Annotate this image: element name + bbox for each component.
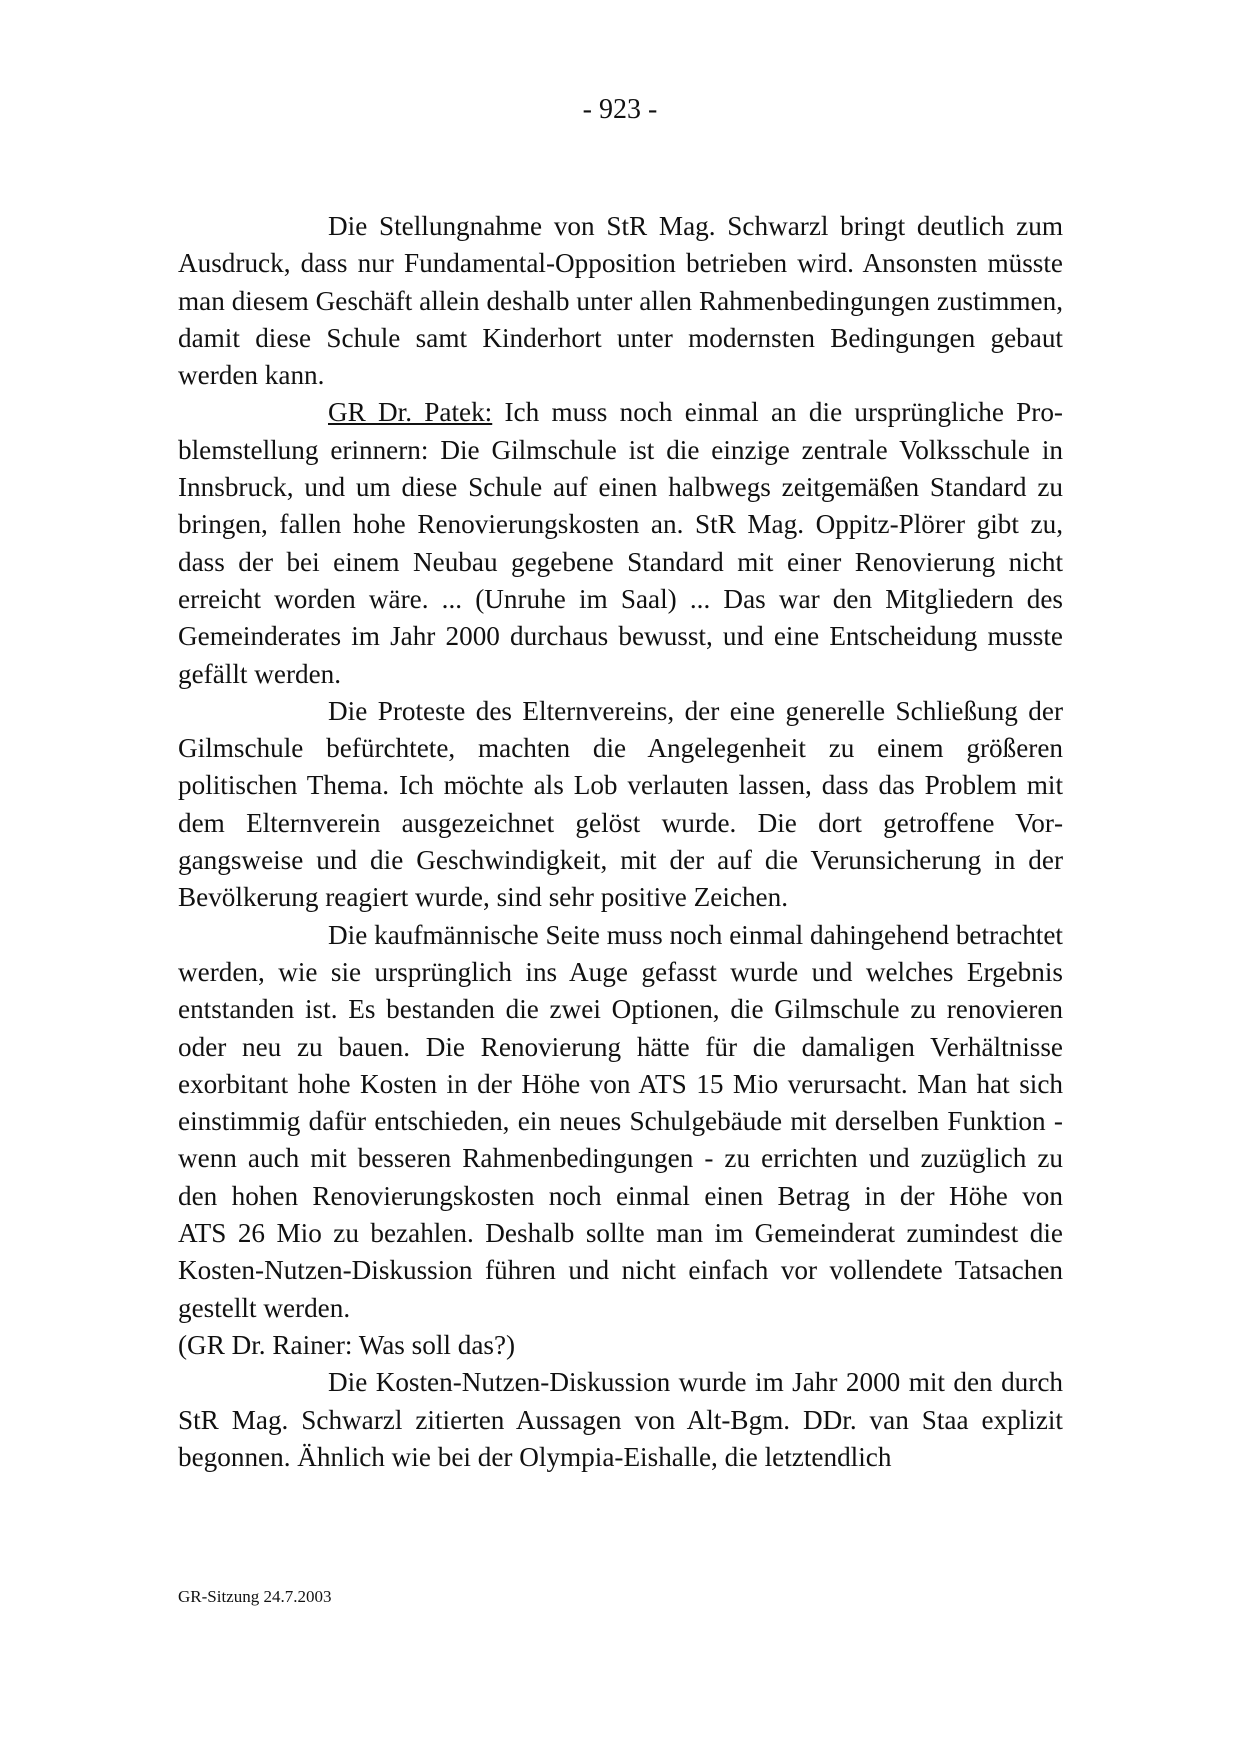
speaker-name: GR Dr. Patek: xyxy=(328,397,493,428)
document-body xyxy=(178,208,1063,1476)
speech-text: Ich muss noch einmal an die ursprüngliche Problemstellung erinnern: Die Gilmschule ist die einzige zentrale Volksschule in Innsbruck, und um diese Schule auf einen halbwegs zeitgemäßen Standard zu bringen, fallen hohe Renovierungskosten an. StR Mag. Oppitz-Plörer gibt zu, dass der bei einem Neubau gegebene Standard mit einer Renovierung nicht erreicht worden wäre. ... (Unruhe im Saal) ... Das war den Mitgliedern des Gemeinderates im Jahr 2000 durchaus bewusst, und eine Entscheidung musste gefällt werden. xyxy=(178,397,1063,689)
paragraph: Die Kosten-Nutzen-Diskussion wurde im Jahr 2000 mit den durch StR Mag. Schwarzl zitierten Aussagen von Alt-Bgm. DDr. van Staa explizit begonnen. Ähnlich wie bei der Olympia-Eishalle, die letztendlich xyxy=(178,1367,1063,1472)
footer-session-date: GR-Sitzung 24.7.2003 xyxy=(178,1587,332,1606)
page-number: - 923 - xyxy=(582,94,658,125)
interjection: (GR Dr. Rainer: Was soll das?) xyxy=(178,1329,516,1360)
paragraph: Die Proteste des Elternvereins, der eine generelle Schließung der Gilmschule befürchtete, machten die Angelegenheit zu einem größeren politischen Thema. Ich möchte als Lob verlauten lassen, dass das Problem mit dem Elternverein ausgezeichnet gelöst wurde. Die dort getroffene Vorgangsweise und die Geschwindigkeit, mit der auf die Verunsicherung in der Bevölkerung reagiert wurde, sind sehr positive Zeichen. xyxy=(178,695,1063,913)
paragraph-speech xyxy=(178,394,1063,692)
paragraph: Die kaufmännische Seite muss noch einmal dahingehend betrachtet werden, wie sie ursprünglich ins Auge gefasst wurde und welches Ergebnis entstanden ist. Es bestanden die zwei Optionen, die Gilmschule zu renovieren oder neu zu bauen. Die Renovierung hätte für die damaligen Verhältnisse exorbitant hohe Kosten in der Höhe von ATS 15 Mio verursacht. Man hat sich einstimmig dafür entschieden, ein neues Schulgebäude mit derselben Funktion - wenn auch mit besseren Rahmenbedingungen - zu errichten und zuzüglich zu den hohen Renovierungskosten noch einmal einen Betrag in der Höhe von ATS 26 Mio zu bezahlen. Deshalb sollte man im Gemeinderat zumindest die Kosten-Nutzen-Diskussion führen und nicht einfach vor vollendete Tatsachen gestellt werden. xyxy=(178,919,1063,1323)
paragraph: Die Stellungnahme von StR Mag. Schwarzl bringt deutlich zum Ausdruck, dass nur Fundamental-Opposition betrieben wird. Ansonsten müsste man diesem Geschäft allein deshalb unter allen Rahmenbedingungen zustimmen, damit diese Schule samt Kinderhort unter modernsten Bedingungen gebaut werden kann. xyxy=(178,211,1063,391)
